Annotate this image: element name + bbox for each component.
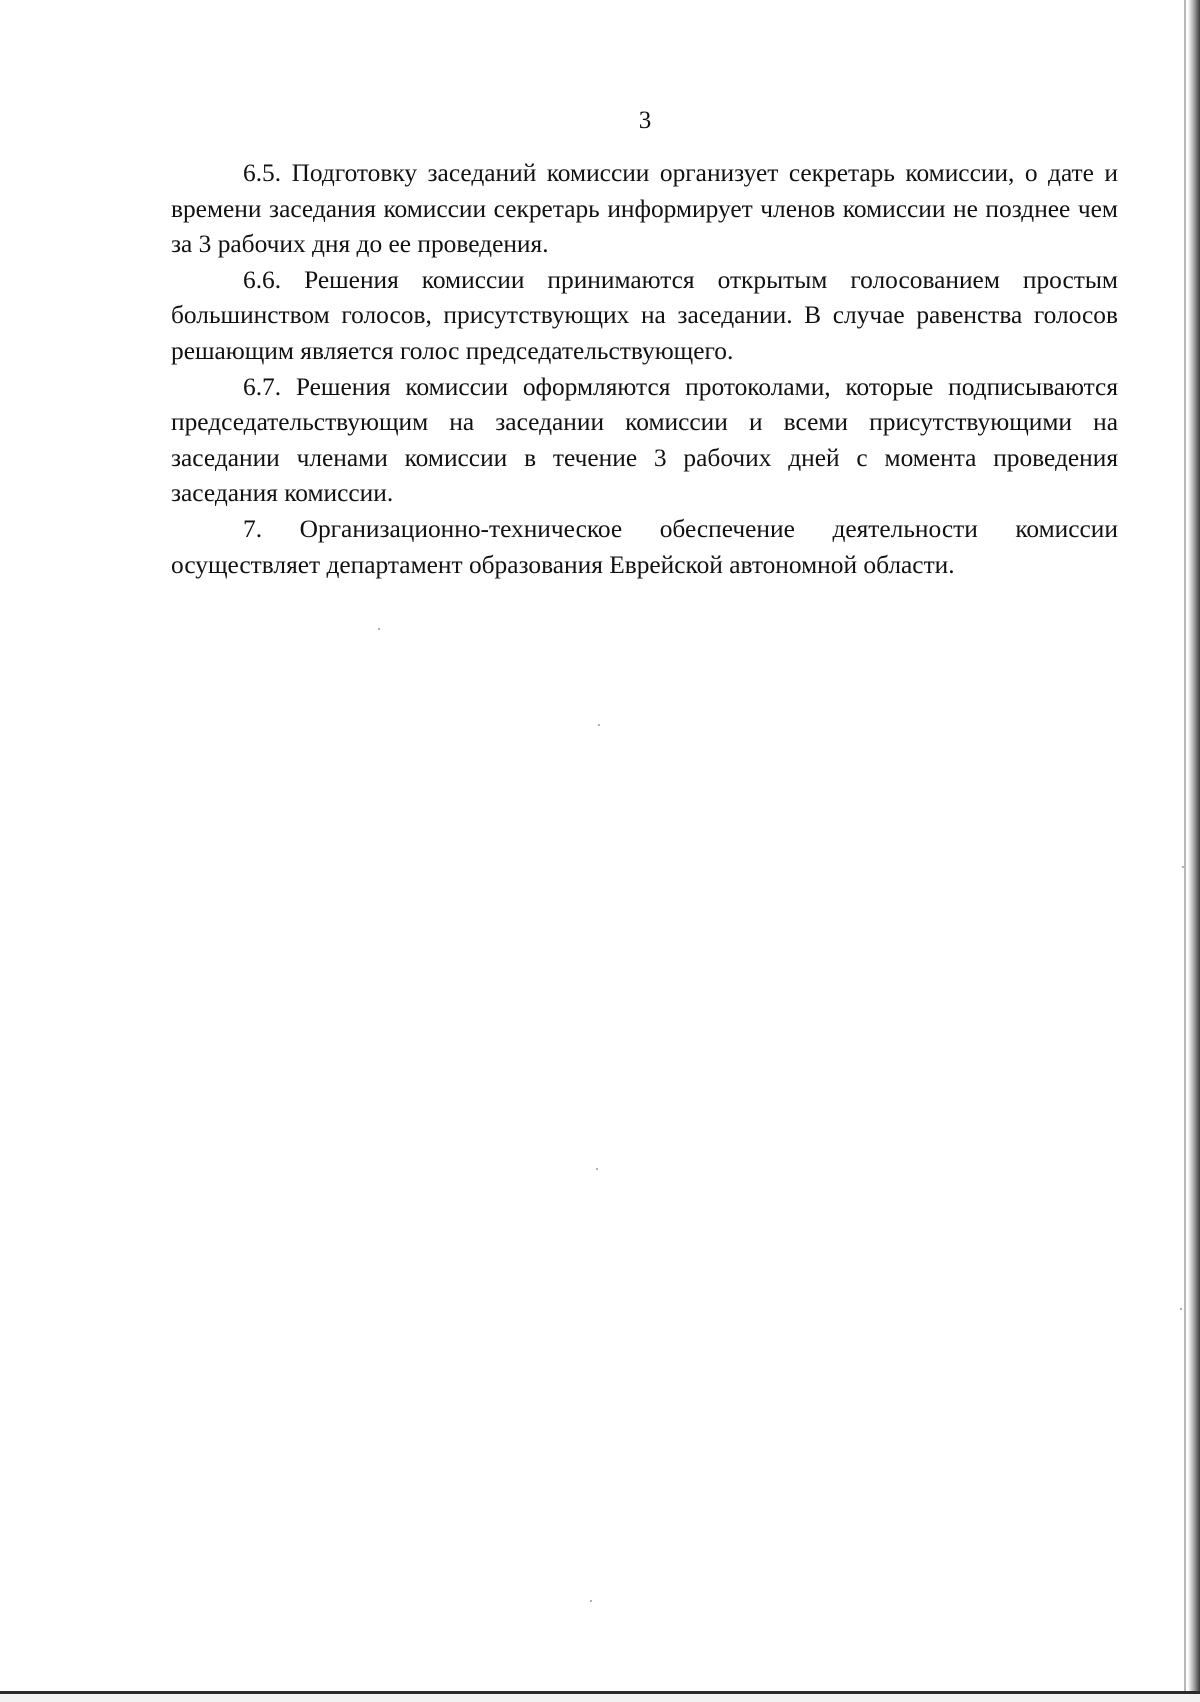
- scan-bottom-fade: [0, 1694, 1200, 1702]
- paragraph-6-7: 6.7. Решения комиссии оформляются протоколами, которые подписываются председательствующим на заседании комиссии и всеми присутствующими на заседании членами комиссии в течение 3 рабочих дней с момента проведения заседания комиссии.: [171, 372, 1118, 508]
- paragraph-7: 7. Организационно-техническое обеспечение деятельности комиссии осуществляет департамент образования Еврейской автономной области.: [171, 514, 1118, 579]
- paragraph-6-6: 6.6. Решения комиссии принимаются открытым голосованием простым большинством голосов, присутствующих на заседании. В случае равенства голосов решающим является голос председательствующего.: [171, 265, 1118, 365]
- scan-bottom-line: [0, 1691, 1200, 1694]
- scan-speck: [596, 1168, 598, 1170]
- paragraph-6-5: 6.5. Подготовку заседаний комиссии организует секретарь комиссии, о дате и времени заседания комиссии секретарь информирует членов комиссии не позднее чем за 3 рабочих дня до ее проведения.: [171, 159, 1118, 259]
- scan-edge-shadow: [1188, 0, 1200, 1702]
- scan-speck: [590, 1600, 592, 1602]
- page-number: 3: [638, 107, 652, 134]
- document-body: [171, 156, 1118, 583]
- scan-speck: [1180, 1308, 1182, 1310]
- scan-edge-line: [1184, 0, 1186, 1702]
- scan-speck: [378, 628, 380, 630]
- scan-speck: [598, 724, 600, 726]
